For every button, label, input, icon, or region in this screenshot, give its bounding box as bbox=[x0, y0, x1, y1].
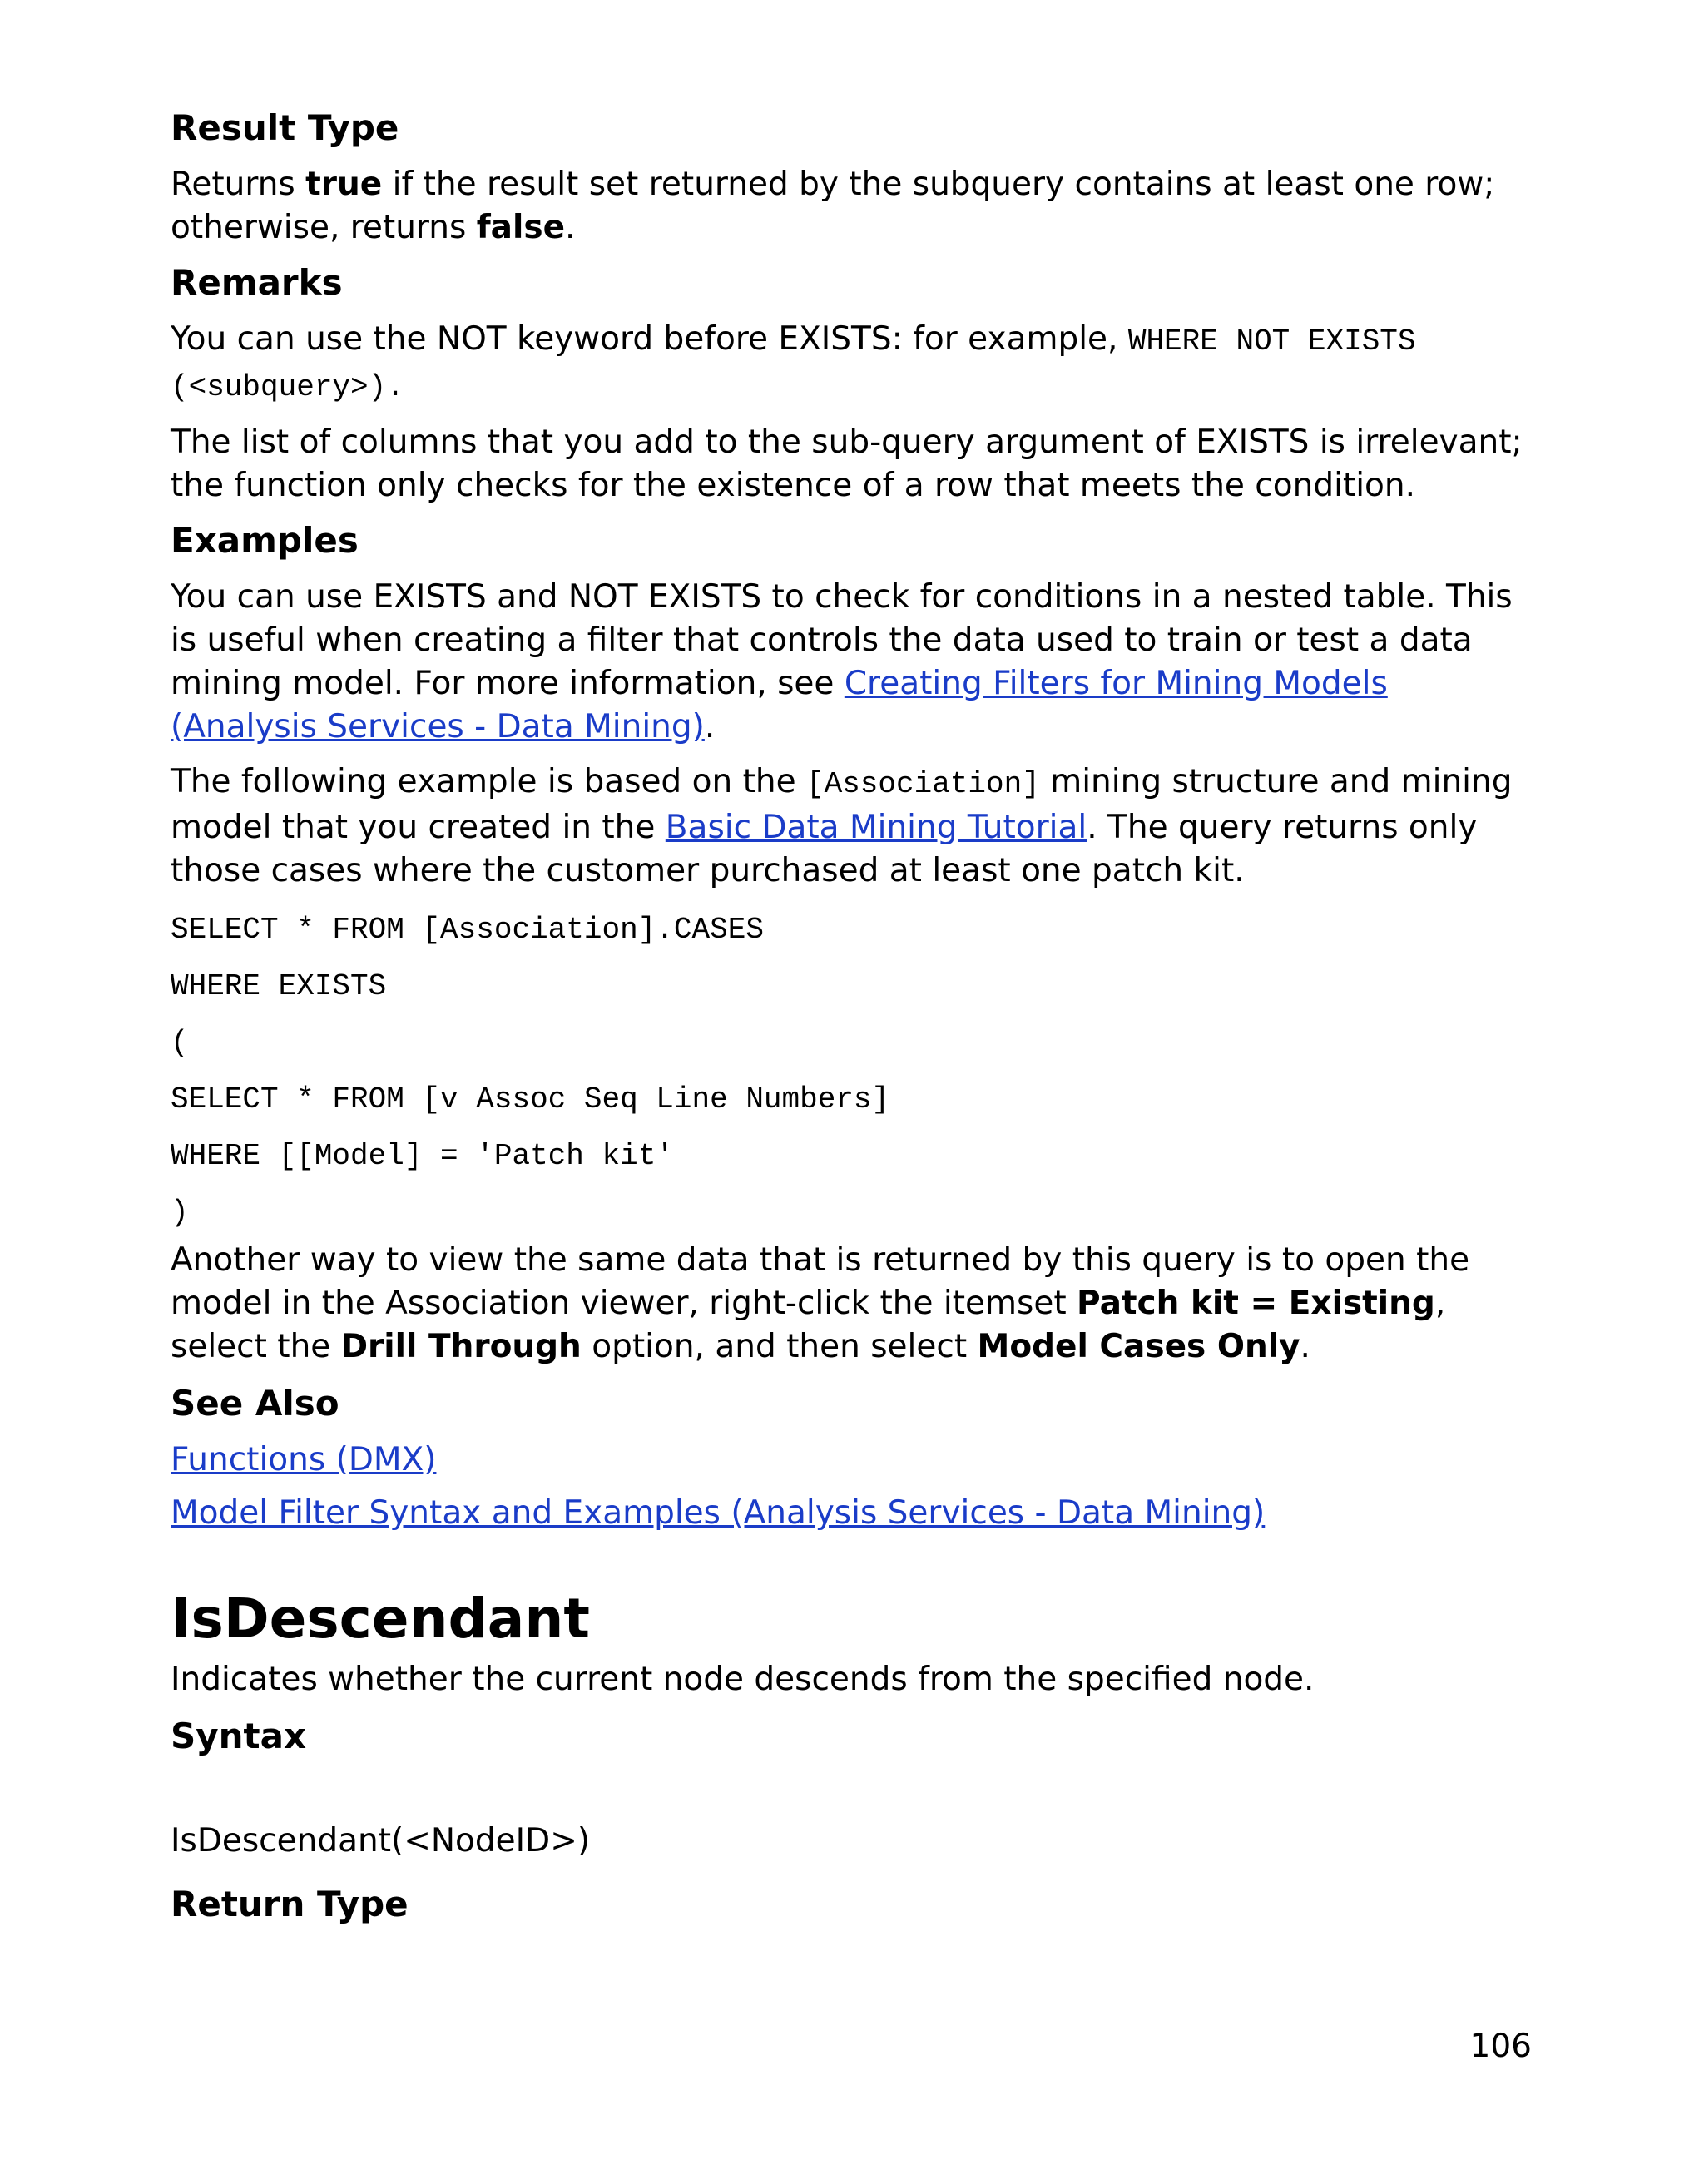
result-type-heading: Result Type bbox=[171, 107, 399, 148]
creating-filters-link[interactable]: Creating Filters for Mining Models (Analysis Services - Data Mining) bbox=[171, 665, 1388, 745]
code-line: SELECT * FROM [v Assoc Seq Line Numbers] bbox=[171, 1082, 890, 1117]
examples-heading: Examples bbox=[171, 520, 359, 561]
examples-paragraph-3: Another way to view the same data that is returned by this query is to open the model in the Association viewer, right-click the itemset Patch kit = Existing, select the Drill Through option, and then select Model Cases Only. bbox=[171, 1241, 1470, 1365]
remarks-paragraph-1: You can use the NOT keyword before EXISTS: for example, WHERE NOT EXISTS (<subquery>). bbox=[171, 320, 1416, 404]
code-block bbox=[171, 911, 1535, 1232]
see-also-link-row bbox=[171, 1492, 1535, 1535]
functions-dmx-link[interactable]: Functions (DMX) bbox=[171, 1441, 437, 1478]
result-type-paragraph: Returns true if the result set returned by the subquery contains at least one row; otherwise, returns false. bbox=[171, 166, 1495, 246]
model-filter-syntax-link[interactable]: Model Filter Syntax and Examples (Analysis Services - Data Mining) bbox=[171, 1494, 1266, 1532]
document-page bbox=[171, 106, 1535, 1939]
code-line: WHERE EXISTS bbox=[171, 969, 387, 1003]
syntax-heading: Syntax bbox=[171, 1716, 307, 1756]
remarks-heading: Remarks bbox=[171, 262, 343, 303]
code-line: ) bbox=[171, 1196, 189, 1230]
basic-data-mining-tutorial-link[interactable]: Basic Data Mining Tutorial bbox=[665, 809, 1087, 846]
examples-paragraph-2: The following example is based on the [Association] mining structure and mining model that you created in the Basic Data Mining Tutorial. The query returns only those cases where the customer purchased at least one patch kit. bbox=[171, 763, 1513, 889]
code-line: WHERE [[Model] = 'Patch kit' bbox=[171, 1139, 674, 1173]
return-type-heading: Return Type bbox=[171, 1884, 409, 1924]
true-keyword: true bbox=[305, 166, 383, 203]
inline-code-where-not-exists: WHERE NOT EXISTS (<subquery>). bbox=[171, 324, 1416, 404]
code-line: ( bbox=[171, 1026, 189, 1060]
false-keyword: false bbox=[476, 209, 566, 246]
code-line: SELECT * FROM [Association].CASES bbox=[171, 913, 764, 947]
examples-paragraph-1: You can use EXISTS and NOT EXISTS to check for conditions in a nested table. This is useful when creating a filter that controls the data used to train or test a data mining model. For more information, see Creating Filters for Mining Models (Analysis Services - Data Mining). bbox=[171, 578, 1513, 745]
isdescendant-title: IsDescendant bbox=[171, 1587, 590, 1651]
page-number: 106 bbox=[1469, 2028, 1532, 2065]
inline-code-association: [Association] bbox=[805, 767, 1040, 801]
isdescendant-description: Indicates whether the current node descends from the specified node. bbox=[171, 1661, 1315, 1698]
syntax-code: IsDescendant(<NodeID>) bbox=[171, 1822, 591, 1860]
see-also-heading: See Also bbox=[171, 1383, 339, 1424]
remarks-paragraph-2: The list of columns that you add to the sub-query argument of EXISTS is irrelevant; the function only checks for the existence of a row that meets the condition. bbox=[171, 423, 1523, 504]
see-also-link-row bbox=[171, 1439, 1535, 1482]
